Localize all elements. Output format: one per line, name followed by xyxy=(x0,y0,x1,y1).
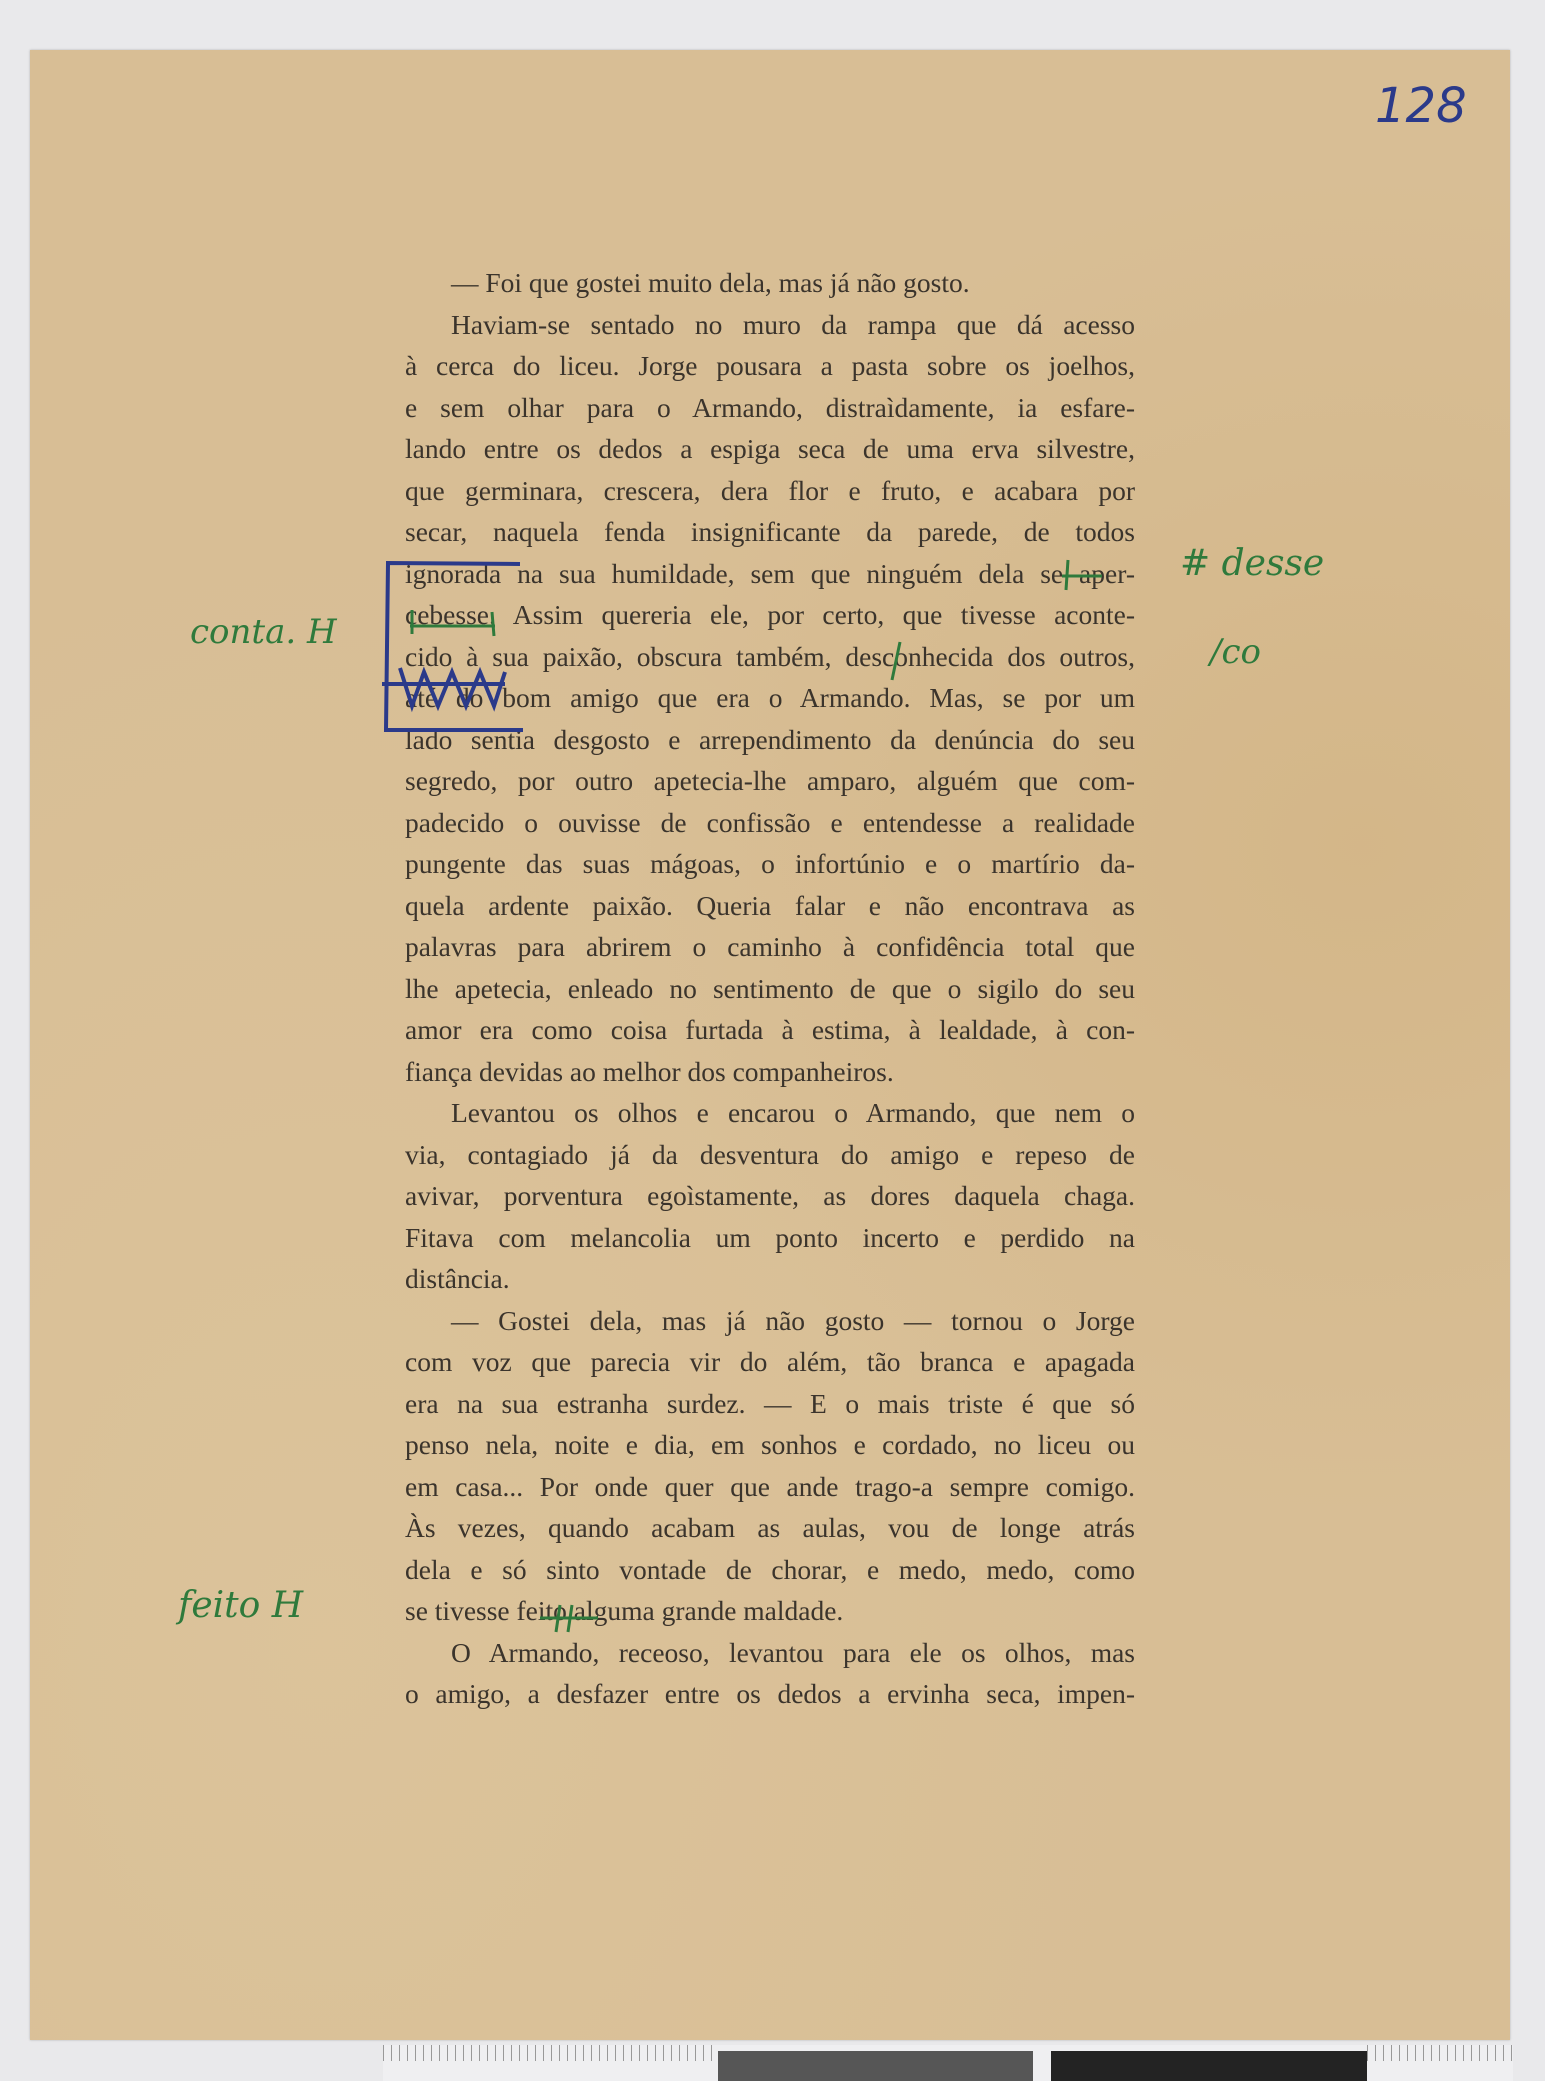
text-line: penso nela, noite e dia, em sonhos e cordado, no liceu ou xyxy=(405,1429,1135,1460)
text-line: segredo, por outro apetecia-lhe amparo, alguém que com- xyxy=(405,765,1135,796)
text-line: Fitava com melancolia um ponto incerto e perdido na xyxy=(405,1221,1135,1253)
text-line: era na sua estranha surdez. — E o mais triste é que só xyxy=(405,1387,1135,1419)
text-line: que germinara, crescera, dera flor e fruto, e acabara por xyxy=(405,474,1135,506)
black-swatch xyxy=(1051,2051,1367,2081)
text-line: quela ardente paixão. Queria falar e não encontrava as xyxy=(405,889,1135,921)
text-line: lado sentia desgosto e arrependimento da denúncia do seu xyxy=(405,723,1135,755)
margin-note-co: /co xyxy=(1210,632,1261,672)
text-line: lando entre os dedos a espiga seca de uma erva silvestre, xyxy=(405,433,1135,464)
text-line: Levantou os olhos e encarou o Armando, que nem o xyxy=(451,1097,1135,1128)
text-line: Haviam-se sentado no muro da rampa que dá acesso xyxy=(451,308,1135,340)
text-line: em casa... Por onde quer que ande trago-a sempre comigo. xyxy=(405,1470,1135,1502)
margin-note-desse: # desse xyxy=(1180,543,1325,584)
text-line: com voz que parecia vir do além, tão branca e apagada xyxy=(405,1346,1135,1377)
gray-swatch xyxy=(718,2051,1033,2081)
text-line: avivar, porventura egoìstamente, as dores daquela chaga. xyxy=(405,1180,1135,1211)
text-line: padecido o ouvisse de confissão e entendesse a realidade xyxy=(405,806,1135,838)
page-number: 128 xyxy=(1375,78,1467,134)
margin-note-feito: feito H xyxy=(178,1585,304,1626)
text-line: palavras para abrirem o caminho à confidência total que xyxy=(405,931,1135,962)
text-line: fiança devidas ao melhor dos companheiros. xyxy=(405,1055,894,1087)
text-line: lhe apetecia, enleado no sentimento de que o sigilo do seu xyxy=(405,972,1135,1004)
text-line: à cerca do liceu. Jorge pousara a pasta sobre os joelhos, xyxy=(405,350,1135,381)
text-line: o amigo, a desfazer entre os dedos a ervinha seca, impen- xyxy=(405,1678,1135,1709)
margin-note-conta: conta. H xyxy=(190,612,337,652)
text-line: dela e só sinto vontade de chorar, e medo, medo, como xyxy=(405,1553,1135,1585)
text-line: O Armando, receoso, levantou para ele os olhos, mas xyxy=(451,1636,1135,1668)
text-line: se tivesse feito alguma grande maldade. xyxy=(405,1595,844,1626)
text-line: e sem olhar para o Armando, distraìdamente, ia esfare- xyxy=(405,391,1135,423)
text-line: cido à sua paixão, obscura também, desconhecida dos outros, xyxy=(405,640,1135,672)
text-line: distância. xyxy=(405,1263,510,1294)
text-line: via, contagiado já da desventura do amigo e repeso de xyxy=(405,1138,1135,1170)
text-line: Às vezes, quando acabam as aulas, vou de longe atrás xyxy=(405,1512,1135,1543)
blue-bracket-mark xyxy=(382,563,523,730)
text-line: cebesse. Assim quereria ele, por certo, que tivesse aconte- xyxy=(405,599,1135,630)
text-line: pungente das suas mágoas, o infortúnio e o martírio da- xyxy=(405,848,1135,879)
text-line: amor era como coisa furtada à estima, à lealdade, à con- xyxy=(405,1014,1135,1045)
green-strike-marks xyxy=(410,560,1102,1632)
text-line: até do bom amigo que era o Armando. Mas, se por um xyxy=(405,682,1135,713)
text-line: — Gostei dela, mas já não gosto — tornou o Jorge xyxy=(451,1304,1135,1336)
text-line: ignorada na sua humildade, sem que ninguém dela se aper- xyxy=(405,557,1135,589)
scale-ruler xyxy=(383,2045,1513,2081)
text-line: — Foi que gostei muito dela, mas já não gosto. xyxy=(451,267,970,298)
text-line: secar, naquela fenda insignificante da parede, de todos xyxy=(405,516,1135,547)
